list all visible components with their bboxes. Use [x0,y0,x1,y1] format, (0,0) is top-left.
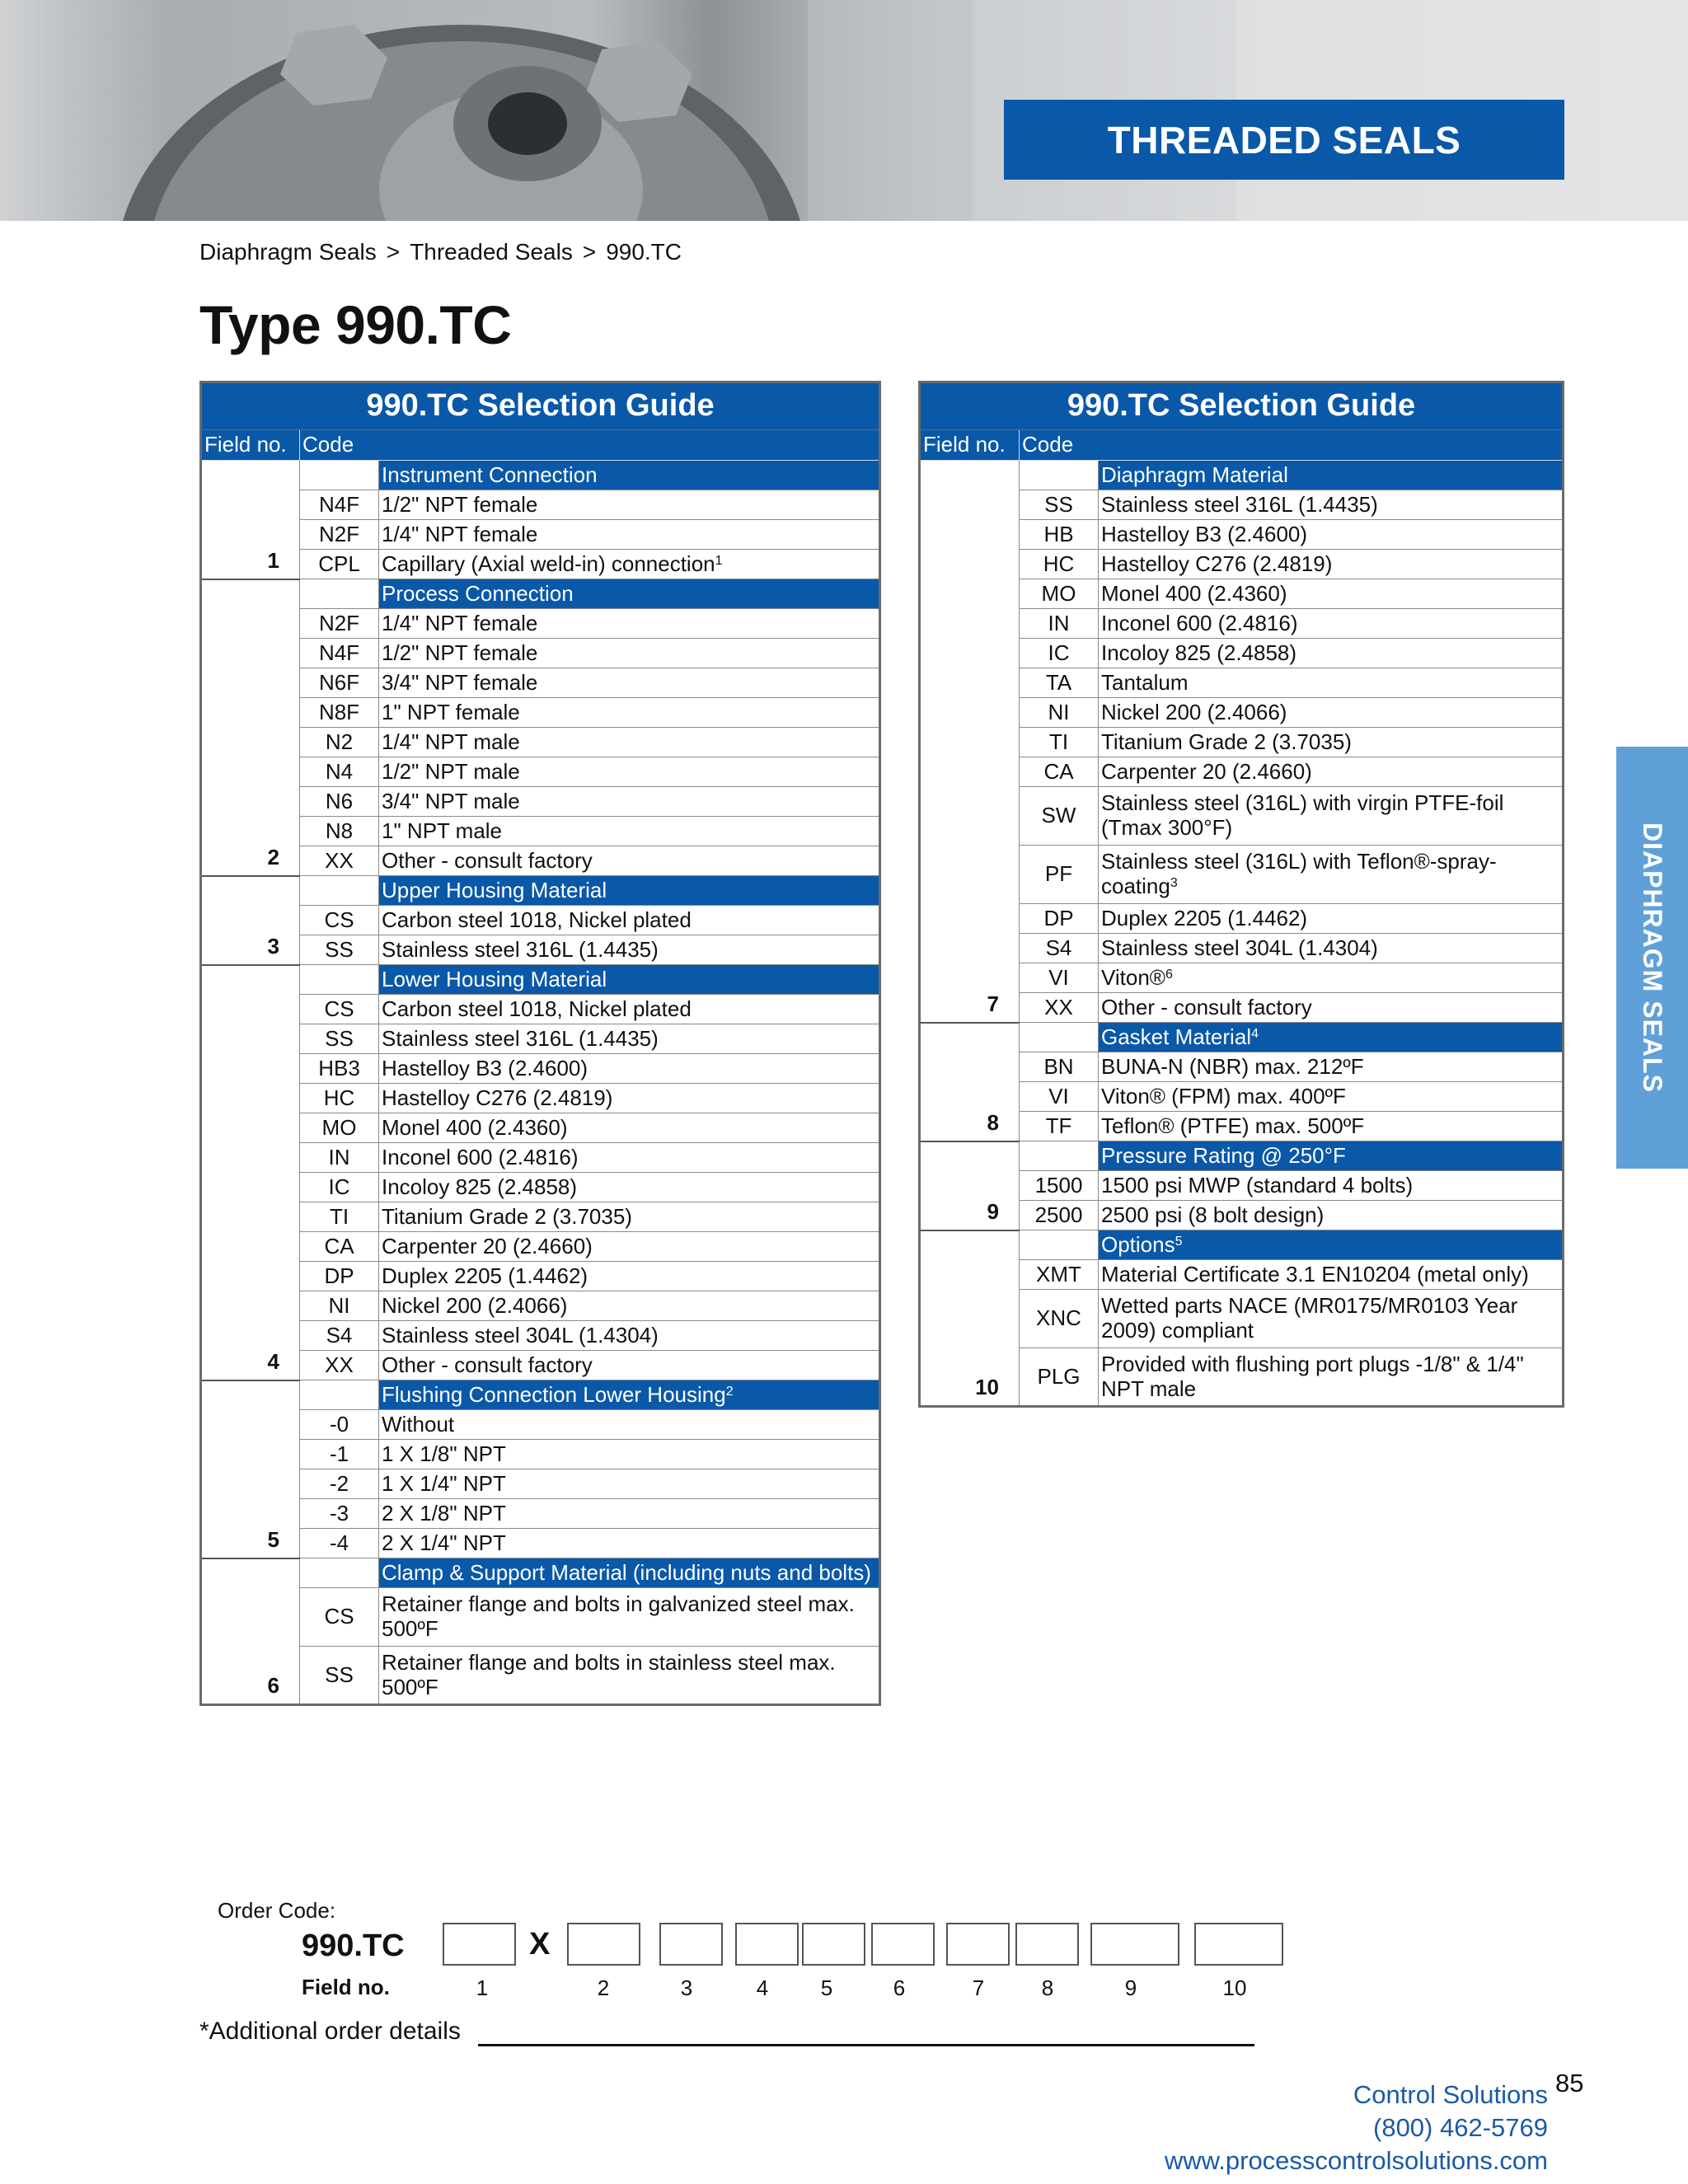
option-description: Viton® (FPM) max. 400ºF [1099,1082,1564,1112]
option-code: SS [300,1647,379,1705]
option-code: XX [300,846,379,876]
option-code: SS [300,935,379,965]
option-description: Stainless steel 316L (1.4435) [1099,490,1564,520]
order-field-box-5[interactable] [802,1923,865,1966]
section-title: Pressure Rating @ 250°F [1099,1141,1564,1171]
option-description: 1/4" NPT female [379,520,880,550]
phone-number[interactable]: (800) 462-5769 [1373,2113,1548,2142]
option-code: DP [1020,904,1099,934]
option-description: 2 X 1/4" NPT [379,1529,880,1558]
table-row [201,846,880,876]
option-code: N2F [300,609,379,639]
section-spacer [1020,1230,1099,1260]
option-description: Carpenter 20 (2.4660) [379,1232,880,1262]
option-description: Carpenter 20 (2.4660) [1099,757,1564,787]
table-title: 990.TC Selection Guide [920,382,1564,430]
option-description: 1" NPT male [379,817,880,846]
option-description: BUNA-N (NBR) max. 212ºF [1099,1052,1564,1082]
section-title: Diaphragm Material [1099,461,1564,490]
table-row [201,1291,880,1321]
footer-contact [1165,2079,1548,2177]
breadcrumb-separator: > [582,239,597,265]
option-description: Retainer flange and bolts in stainless steel max. 500ºF [379,1647,880,1705]
option-code: MO [1020,579,1099,609]
section-spacer [300,965,379,995]
section-spacer [300,579,379,609]
footnote-marker: 3 [1170,876,1178,890]
order-code-label: Order Code: [218,1898,336,1923]
option-description: 1/2" NPT female [379,490,880,520]
table-row [201,995,880,1024]
field-number-cell: 6 [201,1558,300,1705]
field-number-cell: 5 [201,1380,300,1558]
table-row [201,1232,880,1262]
order-code-separator: X [529,1927,551,1961]
table-row [201,1588,880,1647]
option-code: TF [1020,1112,1099,1141]
section-title: Flushing Connection Lower Housing$^2$ [379,1380,880,1410]
option-description: Other - consult factory [379,1351,880,1380]
section-header-row [920,1141,1564,1171]
company-name: Control Solutions [1353,2080,1548,2109]
breadcrumb-separator: > [386,239,401,265]
section-spacer [1020,1023,1099,1052]
order-field-box-2[interactable] [567,1923,640,1966]
field-number: 1 [476,1975,489,2000]
option-code: N4F [300,639,379,668]
table-row [201,1647,880,1705]
side-tab-label: DIAPHRAGM SEALS [1638,823,1667,1093]
table-row [201,1173,880,1202]
option-description: Duplex 2205 (1.4462) [379,1262,880,1291]
breadcrumb-item[interactable]: Threaded Seals [410,239,573,265]
option-description: 3/4" NPT female [379,668,880,698]
section-header-row [920,461,1564,490]
table-row [201,1024,880,1054]
table-row [201,1113,880,1143]
option-description: Monel 400 (2.4360) [379,1113,880,1143]
option-code: HB [1020,520,1099,550]
option-code: N4 [300,757,379,787]
option-code: NI [1020,698,1099,728]
table-row [201,935,880,965]
option-code: XNC [1020,1290,1099,1348]
option-description: Other - consult factory [379,846,880,876]
option-code: N8F [300,698,379,728]
option-description: Inconel 600 (2.4816) [1099,609,1564,639]
table-row [201,639,880,668]
option-code: VI [1020,1082,1099,1112]
table-row [201,550,880,579]
section-header-row [201,876,880,906]
table-row [201,1529,880,1558]
option-description: Hastelloy C276 (2.4819) [379,1084,880,1113]
field-number: 5 [820,1975,833,2000]
table-row [201,1499,880,1529]
option-code: 1500 [1020,1171,1099,1201]
header-banner [0,0,1688,221]
option-code: N6 [300,787,379,817]
column-header-code: Code [300,430,880,461]
column-header-code: Code [1020,430,1564,461]
option-description: 3/4" NPT male [379,787,880,817]
section-title: Upper Housing Material [379,876,880,906]
section-title: Lower Housing Material [379,965,880,995]
footnote-marker: 2 [725,1384,734,1399]
option-code: HB3 [300,1054,379,1084]
footnote-marker: 6 [1165,967,1173,982]
option-description: Inconel 600 (2.4816) [379,1143,880,1173]
option-description: Stainless steel 316L (1.4435) [379,935,880,965]
table-row [201,1469,880,1499]
table-row [201,906,880,935]
option-code: N6F [300,668,379,698]
option-code: -2 [300,1469,379,1499]
order-field-box-3[interactable] [659,1923,723,1966]
table-row [201,817,880,846]
field-number-cell: 2 [201,579,300,876]
section-title: THREADED SEALS [1004,100,1564,180]
option-description: Monel 400 (2.4360) [1099,579,1564,609]
field-number-cell: 8 [920,1023,1020,1141]
option-description: 1 X 1/8" NPT [379,1440,880,1469]
footnote-marker: 4 [1251,1026,1259,1041]
option-description: Other - consult factory [1099,993,1564,1023]
table-row [201,698,880,728]
page-title: Type 990.TC [199,294,512,355]
option-description: 1 X 1/4" NPT [379,1469,880,1499]
option-description: Tantalum [1099,668,1564,698]
option-code: IC [300,1173,379,1202]
table-row [201,1143,880,1173]
page-number: 85 [1555,2069,1584,2097]
option-description: 1/2" NPT male [379,757,880,787]
option-description: Teflon® (PTFE) max. 500ºF [1099,1112,1564,1141]
footnote-marker: 1 [715,553,723,568]
footnote-marker: 5 [1175,1234,1183,1249]
field-number: 7 [972,1975,985,2000]
table-row [201,1054,880,1084]
option-description: Wetted parts NACE (MR0175/MR0103 Year 2009) compliant [1099,1290,1564,1348]
option-code: XMT [1020,1260,1099,1290]
option-code: CS [300,995,379,1024]
option-description: 1/4" NPT male [379,728,880,757]
option-code: N8 [300,817,379,846]
option-code: VI [1020,963,1099,993]
table-row [201,1262,880,1291]
section-spacer [1020,1141,1099,1171]
option-code: TA [1020,668,1099,698]
option-code: SS [300,1024,379,1054]
option-code: -1 [300,1440,379,1469]
option-description: 1/4" NPT female [379,609,880,639]
option-description: Stainless steel 304L (1.4304) [379,1321,880,1351]
website-link[interactable]: www.processcontrolsolutions.com [1164,2146,1548,2175]
option-description: Duplex 2205 (1.4462) [1099,904,1564,934]
option-description: 2500 psi (8 bolt design) [1099,1201,1564,1230]
breadcrumb-item[interactable]: Diaphragm Seals [199,239,377,265]
option-code: PF [1020,846,1099,904]
option-description: Carbon steel 1018, Nickel plated [379,995,880,1024]
option-description: Stainless steel 304L (1.4304) [1099,934,1564,963]
table-row [201,1351,880,1380]
order-field-box-4[interactable] [735,1923,799,1966]
section-header-row [201,461,880,490]
option-code: PLG [1020,1348,1099,1407]
column-header-field: Field no. [920,430,1020,461]
order-code-model: 990.TC [302,1929,405,1963]
option-code: S4 [1020,934,1099,963]
field-number: 2 [597,1975,610,2000]
option-description: Retainer flange and bolts in galvanized steel max. 500ºF [379,1588,880,1647]
field-number: 9 [1124,1975,1137,2000]
section-header-row [201,1380,880,1410]
section-header-row [920,1230,1564,1260]
column-header-field: Field no. [201,430,300,461]
order-field-box-9[interactable] [1090,1923,1179,1966]
order-field-box-1[interactable] [443,1923,516,1966]
option-code: N2F [300,520,379,550]
option-code: SW [1020,787,1099,846]
option-code: XX [1020,993,1099,1023]
breadcrumb [199,239,682,265]
additional-order-details-line[interactable] [478,2044,1254,2046]
option-code: -4 [300,1529,379,1558]
section-title: Instrument Connection [379,461,880,490]
option-description: Material Certificate 3.1 EN10204 (metal only) [1099,1260,1564,1290]
option-code: CS [300,1588,379,1647]
table-row [201,728,880,757]
option-description: Carbon steel 1018, Nickel plated [379,906,880,935]
option-code: CPL [300,550,379,579]
field-number: 8 [1041,1975,1054,2000]
field-number-cell: 4 [201,965,300,1380]
section-spacer [300,461,379,490]
option-code: DP [300,1262,379,1291]
option-code: SS [1020,490,1099,520]
field-number: 6 [893,1975,906,2000]
option-code: HC [1020,550,1099,579]
section-header-row [201,1558,880,1588]
table-row [201,609,880,639]
table-row [201,1202,880,1232]
option-code: IN [1020,609,1099,639]
section-header-row [920,1023,1564,1052]
option-code: NI [300,1291,379,1321]
option-description: Capillary (Axial weld-in) connection$^1$ [379,550,880,579]
option-description: Stainless steel (316L) with Teflon®-spray-coating$^3$ [1099,846,1564,904]
section-spacer [300,876,379,906]
order-field-box-7[interactable] [946,1923,1010,1966]
option-description: Incoloy 825 (2.4858) [1099,639,1564,668]
option-code: MO [300,1113,379,1143]
breadcrumb-item: 990.TC [606,239,682,265]
option-description: Titanium Grade 2 (3.7035) [1099,728,1564,757]
option-code: IN [300,1143,379,1173]
field-no-label: Field no. [302,1975,390,1999]
option-code: IC [1020,639,1099,668]
option-code: CA [300,1232,379,1262]
option-description: Hastelloy B3 (2.4600) [379,1054,880,1084]
option-description: Provided with flushing port plugs -1/8" & 1/4" NPT male [1099,1348,1564,1407]
order-field-box-6[interactable] [871,1923,935,1966]
field-number: 3 [680,1975,693,2000]
option-code: CS [300,906,379,935]
field-number-cell: 10 [920,1230,1020,1407]
table-row [201,490,880,520]
section-header-row [201,965,880,995]
field-number: 4 [756,1975,769,2000]
option-description: Without [379,1410,880,1440]
field-number-cell: 3 [201,876,300,965]
table-row [201,757,880,787]
option-code: TI [300,1202,379,1232]
selection-guide-table-right [918,381,1564,1408]
option-code: TI [1020,728,1099,757]
option-code: CA [1020,757,1099,787]
option-code: BN [1020,1052,1099,1082]
side-tab[interactable] [1616,747,1688,1169]
table-row [201,1410,880,1440]
section-spacer [300,1558,379,1588]
field-number: 10 [1222,1975,1247,2000]
table-row [201,668,880,698]
selection-guide-table-left [199,381,881,1706]
option-description: 1/2" NPT female [379,639,880,668]
option-description: Hastelloy B3 (2.4600) [1099,520,1564,550]
option-code: -3 [300,1499,379,1529]
section-header-row [201,579,880,609]
section-title: Clamp & Support Material (including nuts and bolts) [379,1558,880,1588]
option-description: Viton®$^6$ [1099,963,1564,993]
option-description: 2 X 1/8" NPT [379,1499,880,1529]
option-code: N2 [300,728,379,757]
section-spacer [1020,461,1099,490]
order-field-box-8[interactable] [1015,1923,1079,1966]
field-number-cell: 7 [920,461,1020,1023]
section-title: Gasket Material$^4$ [1099,1023,1564,1052]
table-row [201,1440,880,1469]
option-description: 1500 psi MWP (standard 4 bolts) [1099,1171,1564,1201]
table-row [201,1321,880,1351]
option-code: S4 [300,1321,379,1351]
option-description: Incoloy 825 (2.4858) [379,1173,880,1202]
option-description: Stainless steel (316L) with virgin PTFE-foil (Tmax 300°F) [1099,787,1564,846]
option-code: XX [300,1351,379,1380]
table-row [201,787,880,817]
additional-order-details-label: *Additional order details [199,2018,461,2045]
section-spacer [300,1380,379,1410]
option-code: 2500 [1020,1201,1099,1230]
section-title: Options$^5$ [1099,1230,1564,1260]
option-description: Hastelloy C276 (2.4819) [1099,550,1564,579]
table-row [201,520,880,550]
option-code: N4F [300,490,379,520]
option-description: Nickel 200 (2.4066) [379,1291,880,1321]
field-number-cell: 1 [201,461,300,579]
option-code: -0 [300,1410,379,1440]
option-description: Nickel 200 (2.4066) [1099,698,1564,728]
section-title: Process Connection [379,579,880,609]
option-description: Stainless steel 316L (1.4435) [379,1024,880,1054]
option-description: 1" NPT female [379,698,880,728]
option-description: Titanium Grade 2 (3.7035) [379,1202,880,1232]
option-code: HC [300,1084,379,1113]
table-row [201,1084,880,1113]
order-field-box-10[interactable] [1194,1923,1283,1966]
table-title: 990.TC Selection Guide [201,382,880,430]
field-number-cell: 9 [920,1141,1020,1230]
